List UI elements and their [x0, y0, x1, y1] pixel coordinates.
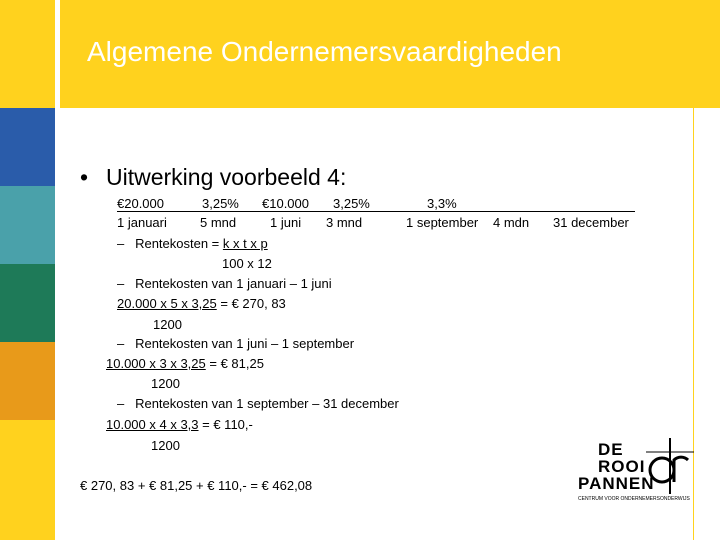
logo-line-1: DE [598, 440, 624, 459]
timeline-date-3: 1 september [406, 215, 479, 230]
stripe-yellow-top [0, 0, 55, 108]
period-3-dash: – [117, 396, 125, 411]
period-1-dash: – [117, 276, 125, 291]
logo-tagline: CENTRUM VOOR ONDERNEMERSONDERWIJS [578, 496, 690, 502]
logo-line-3: PANNEN [578, 474, 655, 493]
de-rooi-pannen-logo [578, 438, 694, 512]
timeline-months-3: 4 mdn [493, 215, 530, 230]
stripe-orange [0, 342, 55, 420]
timeline-rate-3: 3,3% [427, 196, 457, 211]
period-2-title-row [117, 336, 354, 351]
period-1-calc: 20.000 x 5 x 3,25 [117, 296, 217, 311]
period-1-title: Rentekosten van 1 januari – 1 juni [135, 276, 332, 291]
period-3-title-row [117, 396, 399, 411]
timeline-months-1: 5 mnd [200, 215, 237, 230]
formula-dash: – [117, 236, 125, 251]
timeline-amount-1: €20.000 [117, 196, 164, 211]
period-1-calc-row [117, 296, 286, 311]
formula-label: Rentekosten = [135, 236, 223, 251]
period-2-calc-row [106, 356, 264, 371]
formula-numerator: k x t x p [222, 236, 268, 251]
period-1-result: = € 270, 83 [216, 296, 286, 311]
timeline-line [117, 211, 635, 212]
timeline-date-4: 31 december [553, 215, 629, 230]
stripe-yellow-bottom [0, 420, 55, 540]
period-2-calc: 10.000 x 3 x 3,25 [106, 356, 206, 371]
formula-line [117, 236, 268, 251]
period-3-calc-row [106, 417, 253, 432]
stripe-teal [0, 186, 55, 264]
bullet-heading-text: Uitwerking voorbeeld 4: [106, 164, 347, 190]
timeline-amount-2: €10.000 [262, 196, 309, 211]
timeline-date-2: 1 juni [270, 215, 302, 230]
period-3-denominator: 1200 [151, 438, 180, 453]
slide-title: Algemene Ondernemersvaardigheden [87, 36, 562, 67]
timeline-date-1: 1 januari [117, 215, 167, 230]
logo-dr-mark [646, 438, 694, 494]
timeline-months-2: 3 mnd [326, 215, 363, 230]
logo-line-2: ROOI [598, 457, 646, 476]
formula-denominator: 100 x 12 [222, 256, 272, 271]
period-2-denominator: 1200 [151, 376, 180, 391]
total-line: € 270, 83 + € 81,25 + € 110,- = € 462,08 [80, 478, 313, 493]
stripe-green [0, 264, 55, 342]
stripe-blue [0, 108, 55, 186]
period-2-title: Rentekosten van 1 juni – 1 september [135, 336, 355, 351]
bullet-dot: • [80, 164, 89, 190]
period-1-denominator: 1200 [153, 317, 182, 332]
timeline-rate-1: 3,25% [202, 196, 239, 211]
period-3-calc: 10.000 x 4 x 3,3 [106, 417, 199, 432]
bullet-heading [80, 164, 346, 191]
timeline-rate-2: 3,25% [333, 196, 370, 211]
period-3-title: Rentekosten van 1 september – 31 december [135, 396, 399, 411]
period-2-dash: – [117, 336, 125, 351]
period-2-result: = € 81,25 [205, 356, 264, 371]
period-3-result: = € 110,- [198, 417, 253, 432]
period-1-title-row [117, 276, 332, 291]
